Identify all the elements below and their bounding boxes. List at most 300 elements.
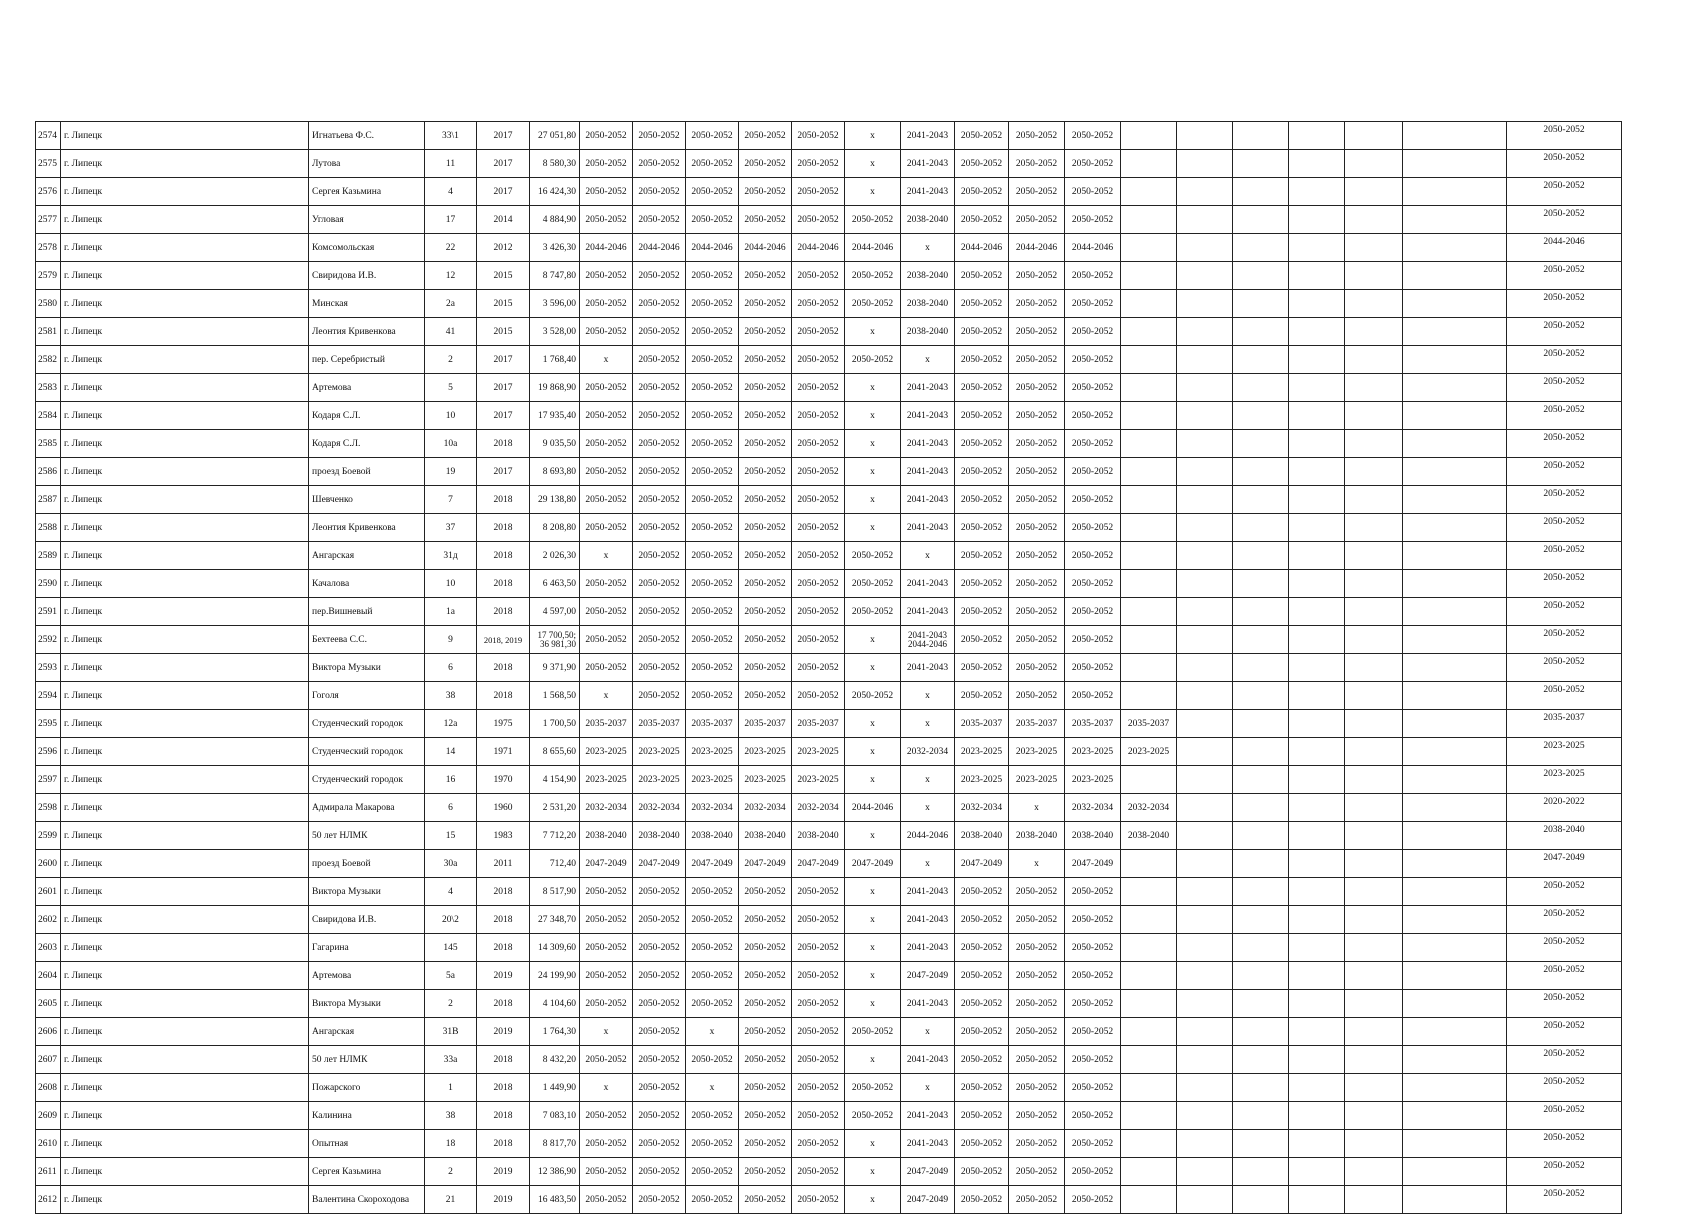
house-number-cell: 6	[425, 794, 477, 822]
period-cell: 2050-2052	[686, 486, 739, 514]
period-cell: 2035-2037	[739, 710, 792, 738]
city-cell: г. Липецк	[61, 1102, 309, 1130]
period-cell: 2050-2052	[1065, 262, 1121, 290]
period-cell: 2050-2052	[686, 1046, 739, 1074]
street-cell: Адмирала Макарова	[309, 794, 425, 822]
period-cell	[1403, 290, 1507, 318]
street-cell: 50 лет НЛМК	[309, 822, 425, 850]
final-period-cell: 2050-2052	[1507, 1158, 1622, 1186]
final-period-cell: 2050-2052	[1507, 598, 1622, 626]
period-cell	[1177, 542, 1233, 570]
row-number-cell: 2607	[36, 1046, 61, 1074]
period-cell	[1345, 710, 1403, 738]
period-cell: 2050-2052	[686, 598, 739, 626]
year-cell: 2018	[477, 1130, 530, 1158]
period-cell	[1177, 906, 1233, 934]
period-cell: 2050-2052	[580, 878, 633, 906]
house-number-cell: 31В	[425, 1018, 477, 1046]
area-cell: 8 432,20	[530, 1046, 580, 1074]
period-cell: 2050-2052	[580, 1186, 633, 1214]
city-cell: г. Липецк	[61, 234, 309, 262]
house-number-cell: 38	[425, 682, 477, 710]
period-cell: 2050-2052	[686, 402, 739, 430]
street-cell: Виктора Музыки	[309, 654, 425, 682]
period-cell: 2050-2052	[739, 290, 792, 318]
period-cell: x	[845, 514, 901, 542]
street-cell: Минская	[309, 290, 425, 318]
year-cell: 1971	[477, 738, 530, 766]
period-cell: 2050-2052	[955, 514, 1009, 542]
period-cell: 2050-2052	[845, 598, 901, 626]
period-cell	[1121, 682, 1177, 710]
period-cell: x	[901, 682, 955, 710]
street-cell: Комсомольская	[309, 234, 425, 262]
period-cell: 2050-2052	[1065, 962, 1121, 990]
period-cell: 2050-2052	[633, 682, 686, 710]
area-cell: 4 884,90	[530, 206, 580, 234]
row-number-cell: 2584	[36, 402, 61, 430]
period-cell	[1403, 906, 1507, 934]
period-cell	[1403, 206, 1507, 234]
city-cell: г. Липецк	[61, 1158, 309, 1186]
period-cell: 2032-2034	[686, 794, 739, 822]
area-cell: 8 747,80	[530, 262, 580, 290]
period-cell: 2032-2034	[580, 794, 633, 822]
table-row	[36, 402, 1622, 430]
period-cell	[1121, 570, 1177, 598]
area-cell: 7 083,10	[530, 1102, 580, 1130]
period-cell	[1289, 402, 1345, 430]
period-cell	[1345, 150, 1403, 178]
city-cell: г. Липецк	[61, 962, 309, 990]
period-cell	[1345, 738, 1403, 766]
period-cell: 2035-2037	[686, 710, 739, 738]
period-cell: 2050-2052	[739, 1130, 792, 1158]
period-cell	[1177, 234, 1233, 262]
period-cell: 2050-2052	[792, 654, 845, 682]
period-cell	[1289, 682, 1345, 710]
period-cell: 2050-2052	[633, 934, 686, 962]
period-cell: 2050-2052	[792, 1130, 845, 1158]
period-cell: 2050-2052	[580, 122, 633, 150]
period-cell: 2047-2049	[686, 850, 739, 878]
period-cell: 2023-2025	[580, 766, 633, 794]
period-cell: 2050-2052	[686, 570, 739, 598]
period-cell	[1345, 262, 1403, 290]
period-cell	[1233, 878, 1289, 906]
period-cell: x	[901, 234, 955, 262]
period-cell	[1121, 850, 1177, 878]
period-cell	[1345, 766, 1403, 794]
period-cell	[1233, 402, 1289, 430]
period-cell: 2050-2052	[792, 458, 845, 486]
period-cell: 2050-2052	[1065, 990, 1121, 1018]
city-cell: г. Липецк	[61, 822, 309, 850]
period-cell	[1403, 486, 1507, 514]
period-cell	[1345, 122, 1403, 150]
year-cell: 1970	[477, 766, 530, 794]
house-number-cell: 10	[425, 570, 477, 598]
period-cell: 2047-2049	[633, 850, 686, 878]
row-number-cell: 2595	[36, 710, 61, 738]
street-cell: Леонтия Кривенкова	[309, 318, 425, 346]
period-cell	[1233, 178, 1289, 206]
year-cell: 2012	[477, 234, 530, 262]
table-row	[36, 766, 1622, 794]
period-cell: x	[580, 346, 633, 374]
period-cell	[1403, 962, 1507, 990]
period-cell	[1403, 542, 1507, 570]
period-cell: 2050-2052	[792, 542, 845, 570]
period-cell: 2050-2052	[1065, 626, 1121, 654]
period-cell: 2050-2052	[686, 346, 739, 374]
period-cell: 2044-2046	[901, 822, 955, 850]
final-period-cell: 2050-2052	[1507, 626, 1622, 654]
period-cell	[1233, 710, 1289, 738]
period-cell: 2032-2034	[1065, 794, 1121, 822]
area-cell: 8 817,70	[530, 1130, 580, 1158]
period-cell: 2023-2025	[739, 738, 792, 766]
row-number-cell: 2610	[36, 1130, 61, 1158]
city-cell: г. Липецк	[61, 906, 309, 934]
period-cell: 2041-2043	[901, 598, 955, 626]
register-table	[35, 121, 1622, 1214]
period-cell	[1403, 878, 1507, 906]
period-cell: 2050-2052	[955, 1046, 1009, 1074]
period-cell: 2050-2052	[1065, 150, 1121, 178]
table-row	[36, 1074, 1622, 1102]
period-cell	[1403, 1130, 1507, 1158]
period-cell	[1233, 346, 1289, 374]
year-cell: 2014	[477, 206, 530, 234]
period-cell	[1403, 654, 1507, 682]
final-period-cell: 2050-2052	[1507, 458, 1622, 486]
period-cell: 2050-2052	[1009, 1046, 1065, 1074]
period-cell: 2050-2052	[686, 1158, 739, 1186]
period-cell: x	[845, 178, 901, 206]
year-cell: 1960	[477, 794, 530, 822]
city-cell: г. Липецк	[61, 542, 309, 570]
period-cell: x	[580, 1018, 633, 1046]
period-cell: 2023-2025	[1009, 738, 1065, 766]
period-cell	[1233, 290, 1289, 318]
period-cell: x	[580, 682, 633, 710]
period-cell: 2032-2034	[739, 794, 792, 822]
period-cell	[1345, 1074, 1403, 1102]
period-cell	[1233, 598, 1289, 626]
period-cell: x	[845, 486, 901, 514]
period-cell	[1345, 906, 1403, 934]
period-cell	[1121, 206, 1177, 234]
period-cell: 2050-2052	[580, 934, 633, 962]
street-cell: Артемова	[309, 374, 425, 402]
row-number-cell: 2592	[36, 626, 61, 654]
period-cell: 2050-2052	[792, 1046, 845, 1074]
period-cell	[1177, 962, 1233, 990]
period-cell	[1403, 458, 1507, 486]
area-cell: 24 199,90	[530, 962, 580, 990]
period-cell: 2038-2040	[580, 822, 633, 850]
table-row	[36, 122, 1622, 150]
house-number-cell: 11	[425, 150, 477, 178]
period-cell: 2041-2043	[901, 654, 955, 682]
year-cell: 2018	[477, 1102, 530, 1130]
area-cell: 16 424,30	[530, 178, 580, 206]
period-cell: 2050-2052	[1065, 290, 1121, 318]
period-cell: 2050-2052	[739, 598, 792, 626]
period-cell: 2041-2043	[901, 990, 955, 1018]
city-cell: г. Липецк	[61, 1018, 309, 1046]
period-cell: 2050-2052	[1065, 458, 1121, 486]
period-cell: 2050-2052	[686, 1130, 739, 1158]
street-cell: Гагарина	[309, 934, 425, 962]
table-row	[36, 206, 1622, 234]
period-cell: 2038-2040	[901, 262, 955, 290]
house-number-cell: 38	[425, 1102, 477, 1130]
period-cell: 2032-2034	[633, 794, 686, 822]
period-cell: 2050-2052	[1009, 990, 1065, 1018]
period-cell: x	[686, 1074, 739, 1102]
period-cell: 2023-2025	[1121, 738, 1177, 766]
final-period-cell: 2050-2052	[1507, 514, 1622, 542]
street-cell: Бехтеева С.С.	[309, 626, 425, 654]
period-cell: 2050-2052	[580, 206, 633, 234]
period-cell	[1177, 878, 1233, 906]
city-cell: г. Липецк	[61, 934, 309, 962]
period-cell: 2050-2052	[955, 458, 1009, 486]
city-cell: г. Липецк	[61, 1130, 309, 1158]
period-cell: 2041-2043	[901, 178, 955, 206]
period-cell: 2041-2043	[901, 486, 955, 514]
period-cell: 2050-2052	[955, 402, 1009, 430]
street-cell: Ангарская	[309, 1018, 425, 1046]
period-cell: 2050-2052	[633, 458, 686, 486]
period-cell	[1345, 234, 1403, 262]
final-period-cell: 2050-2052	[1507, 1102, 1622, 1130]
period-cell	[1233, 990, 1289, 1018]
period-cell: 2050-2052	[580, 290, 633, 318]
period-cell: 2050-2052	[1065, 178, 1121, 206]
period-cell: 2041-2043	[901, 122, 955, 150]
period-cell: 2050-2052	[1065, 1158, 1121, 1186]
area-cell: 1 768,40	[530, 346, 580, 374]
period-cell: x	[580, 1074, 633, 1102]
final-period-cell: 2050-2052	[1507, 934, 1622, 962]
row-number-cell: 2582	[36, 346, 61, 374]
area-cell: 3 528,00	[530, 318, 580, 346]
period-cell: 2050-2052	[955, 290, 1009, 318]
period-cell	[1121, 234, 1177, 262]
street-cell: Угловая	[309, 206, 425, 234]
area-cell: 3 596,00	[530, 290, 580, 318]
period-cell	[1403, 234, 1507, 262]
period-cell: 2050-2052	[580, 1130, 633, 1158]
period-cell	[1289, 542, 1345, 570]
period-cell	[1289, 178, 1345, 206]
area-cell: 4 597,00	[530, 598, 580, 626]
period-cell: 2050-2052	[1009, 934, 1065, 962]
period-cell	[1121, 346, 1177, 374]
period-cell	[1121, 654, 1177, 682]
row-number-cell: 2611	[36, 1158, 61, 1186]
table-row	[36, 1158, 1622, 1186]
period-cell: 2050-2052	[686, 318, 739, 346]
period-cell	[1177, 1074, 1233, 1102]
period-cell: 2044-2046	[580, 234, 633, 262]
table-row	[36, 486, 1622, 514]
period-cell: 2050-2052	[686, 934, 739, 962]
period-cell	[1121, 598, 1177, 626]
period-cell	[1403, 178, 1507, 206]
period-cell	[1121, 990, 1177, 1018]
period-cell: x	[901, 766, 955, 794]
final-period-cell: 2050-2052	[1507, 1074, 1622, 1102]
area-cell: 1 449,90	[530, 1074, 580, 1102]
year-cell: 2015	[477, 318, 530, 346]
period-cell: 2050-2052	[580, 486, 633, 514]
period-cell: 2050-2052	[686, 514, 739, 542]
period-cell	[1177, 150, 1233, 178]
period-cell: 2050-2052	[955, 962, 1009, 990]
year-cell: 2018	[477, 1046, 530, 1074]
period-cell	[1289, 878, 1345, 906]
period-cell: 2050-2052	[1009, 906, 1065, 934]
period-cell: 2050-2052	[1009, 1130, 1065, 1158]
table-row	[36, 430, 1622, 458]
period-cell: 2050-2052	[792, 178, 845, 206]
year-cell: 2017	[477, 374, 530, 402]
city-cell: г. Липецк	[61, 1074, 309, 1102]
year-cell: 2019	[477, 1186, 530, 1214]
year-cell: 2017	[477, 346, 530, 374]
house-number-cell: 15	[425, 822, 477, 850]
period-cell	[1121, 262, 1177, 290]
row-number-cell: 2594	[36, 682, 61, 710]
area-cell: 712,40	[530, 850, 580, 878]
period-cell: 2044-2046	[845, 794, 901, 822]
period-cell	[1345, 374, 1403, 402]
period-cell: 2035-2037	[1009, 710, 1065, 738]
period-cell: 2050-2052	[1065, 514, 1121, 542]
period-cell	[1233, 906, 1289, 934]
period-cell: 2050-2052	[633, 430, 686, 458]
city-cell: г. Липецк	[61, 878, 309, 906]
period-cell	[1177, 402, 1233, 430]
period-cell: 2050-2052	[633, 206, 686, 234]
final-period-cell: 2050-2052	[1507, 290, 1622, 318]
period-cell: x	[845, 1186, 901, 1214]
row-number-cell: 2606	[36, 1018, 61, 1046]
area-cell: 6 463,50	[530, 570, 580, 598]
row-number-cell: 2603	[36, 934, 61, 962]
city-cell: г. Липецк	[61, 206, 309, 234]
period-cell: 2041-2043	[901, 1046, 955, 1074]
period-cell: 2050-2052	[792, 1186, 845, 1214]
street-cell: пер. Серебристый	[309, 346, 425, 374]
city-cell: г. Липецк	[61, 290, 309, 318]
period-cell: 2044-2046	[686, 234, 739, 262]
period-cell: 2044-2046	[845, 234, 901, 262]
period-cell: 2050-2052	[739, 1074, 792, 1102]
period-cell: 2050-2052	[633, 1046, 686, 1074]
period-cell: 2047-2049	[792, 850, 845, 878]
period-cell: 2035-2037	[792, 710, 845, 738]
period-cell: 2050-2052	[1009, 878, 1065, 906]
row-number-cell: 2612	[36, 1186, 61, 1214]
period-cell	[1345, 990, 1403, 1018]
period-cell: 2050-2052	[1009, 962, 1065, 990]
period-cell: 2041-2043	[901, 402, 955, 430]
period-cell: 2050-2052	[580, 262, 633, 290]
year-cell: 2018	[477, 570, 530, 598]
period-cell	[1345, 206, 1403, 234]
period-cell: 2032-2034	[792, 794, 845, 822]
period-cell: 2047-2049	[580, 850, 633, 878]
period-cell: 2050-2052	[739, 206, 792, 234]
period-cell: 2023-2025	[1009, 766, 1065, 794]
period-cell	[1403, 570, 1507, 598]
final-period-cell: 2050-2052	[1507, 150, 1622, 178]
period-cell: x	[845, 374, 901, 402]
period-cell: 2035-2037	[955, 710, 1009, 738]
period-cell: 2050-2052	[1065, 318, 1121, 346]
period-cell: x	[845, 318, 901, 346]
period-cell: 2050-2052	[739, 1102, 792, 1130]
table-row	[36, 570, 1622, 598]
period-cell	[1233, 262, 1289, 290]
house-number-cell: 2	[425, 346, 477, 374]
area-cell: 7 712,20	[530, 822, 580, 850]
period-cell: x	[845, 626, 901, 654]
period-cell: 2050-2052	[739, 402, 792, 430]
row-number-cell: 2600	[36, 850, 61, 878]
period-cell: x	[845, 962, 901, 990]
period-cell	[1403, 710, 1507, 738]
period-cell: 2050-2052	[686, 374, 739, 402]
period-cell	[1233, 1018, 1289, 1046]
period-cell: 2050-2052	[1009, 374, 1065, 402]
row-number-cell: 2593	[36, 654, 61, 682]
area-cell: 14 309,60	[530, 934, 580, 962]
row-number-cell: 2589	[36, 542, 61, 570]
area-cell: 2 026,30	[530, 542, 580, 570]
table-row	[36, 626, 1622, 654]
period-cell	[1177, 262, 1233, 290]
period-cell: 2050-2052	[633, 990, 686, 1018]
period-cell: 2050-2052	[792, 682, 845, 710]
city-cell: г. Липецк	[61, 262, 309, 290]
house-number-cell: 6	[425, 654, 477, 682]
period-cell: 2050-2052	[686, 458, 739, 486]
table-row	[36, 1130, 1622, 1158]
period-cell: 2050-2052	[792, 1074, 845, 1102]
period-cell	[1177, 1130, 1233, 1158]
period-cell: 2023-2025	[686, 766, 739, 794]
period-cell: 2050-2052	[955, 878, 1009, 906]
period-cell: 2050-2052	[739, 542, 792, 570]
period-cell: 2050-2052	[739, 346, 792, 374]
row-number-cell: 2604	[36, 962, 61, 990]
period-cell	[1403, 766, 1507, 794]
period-cell	[1233, 514, 1289, 542]
period-cell	[1289, 738, 1345, 766]
period-cell: 2032-2034	[955, 794, 1009, 822]
period-cell: 2050-2052	[1009, 1102, 1065, 1130]
area-cell: 29 138,80	[530, 486, 580, 514]
period-cell	[1345, 822, 1403, 850]
city-cell: г. Липецк	[61, 850, 309, 878]
period-cell	[1233, 122, 1289, 150]
